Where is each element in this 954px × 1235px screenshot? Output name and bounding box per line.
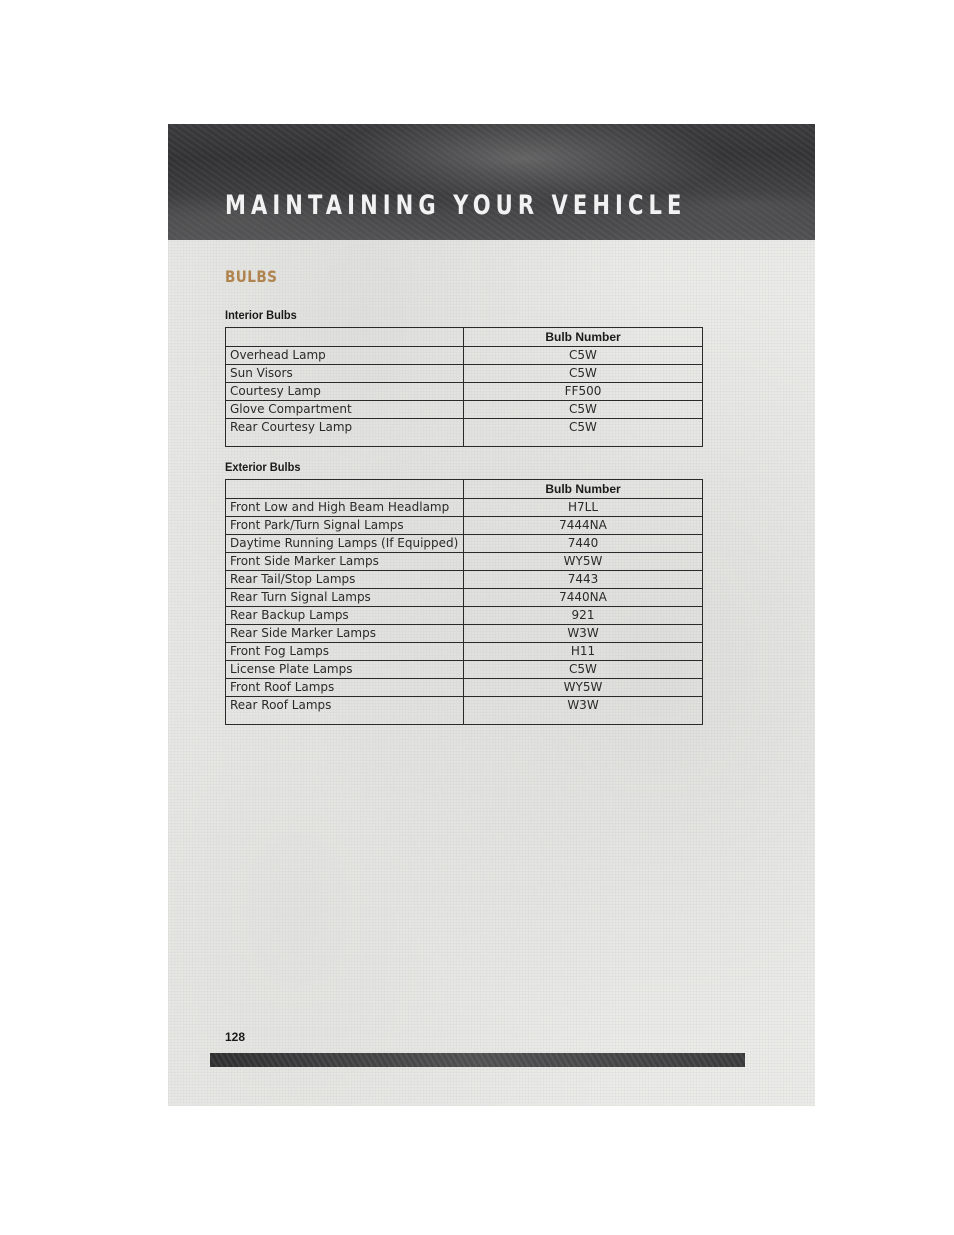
table-row [226, 679, 703, 697]
lamp-name: Rear Tail/Stop Lamps [226, 571, 464, 589]
bulb-number: FF500 [464, 383, 703, 401]
bulb-number: C5W [464, 661, 703, 679]
manual-page [168, 124, 815, 1106]
table-row [226, 383, 703, 401]
table-header-row [226, 328, 703, 347]
bulb-number: W3W [464, 697, 703, 725]
table-header-row [226, 480, 703, 499]
bulb-number: H7LL [464, 499, 703, 517]
table-row [226, 517, 703, 535]
table-row [226, 535, 703, 553]
header-band [168, 124, 815, 240]
table-row [226, 643, 703, 661]
empty-header-cell [226, 328, 464, 347]
lamp-name: Front Low and High Beam Headlamp [226, 499, 464, 517]
bulb-number: 7444NA [464, 517, 703, 535]
footer-bar [210, 1053, 745, 1067]
bulb-number: WY5W [464, 679, 703, 697]
interior-bulbs-caption: Interior Bulbs [225, 308, 297, 322]
lamp-name: Courtesy Lamp [226, 383, 464, 401]
table-row [226, 661, 703, 679]
table-row [226, 571, 703, 589]
interior-bulbs-table [225, 327, 703, 447]
lamp-name: Front Fog Lamps [226, 643, 464, 661]
bulb-number: WY5W [464, 553, 703, 571]
table-row [226, 365, 703, 383]
chapter-title: MAINTAINING YOUR VEHICLE [225, 190, 687, 221]
lamp-name: Rear Turn Signal Lamps [226, 589, 464, 607]
lamp-name: Rear Courtesy Lamp [226, 419, 464, 447]
bulb-number: 7440NA [464, 589, 703, 607]
bulb-number: H11 [464, 643, 703, 661]
bulb-number: W3W [464, 625, 703, 643]
exterior-bulbs-caption: Exterior Bulbs [225, 460, 301, 474]
table-row [226, 607, 703, 625]
bulb-number: 7440 [464, 535, 703, 553]
lamp-name: Daytime Running Lamps (If Equipped) [226, 535, 464, 553]
table-row [226, 401, 703, 419]
lamp-name: Glove Compartment [226, 401, 464, 419]
empty-header-cell [226, 480, 464, 499]
exterior-bulbs-table [225, 479, 703, 725]
lamp-name: Rear Backup Lamps [226, 607, 464, 625]
lamp-name: Sun Visors [226, 365, 464, 383]
section-heading: BULBS [225, 267, 278, 286]
lamp-name: License Plate Lamps [226, 661, 464, 679]
table-row [226, 625, 703, 643]
page-number: 128 [225, 1030, 246, 1044]
bulb-number: C5W [464, 365, 703, 383]
lamp-name: Front Park/Turn Signal Lamps [226, 517, 464, 535]
lamp-name: Front Side Marker Lamps [226, 553, 464, 571]
bulb-number: C5W [464, 401, 703, 419]
table-row [226, 553, 703, 571]
bulb-number-header: Bulb Number [464, 480, 703, 499]
table-row [226, 697, 703, 725]
table-row [226, 347, 703, 365]
bulb-number-header: Bulb Number [464, 328, 703, 347]
bulb-number: 921 [464, 607, 703, 625]
table-row [226, 419, 703, 447]
bulb-number: C5W [464, 419, 703, 447]
lamp-name: Front Roof Lamps [226, 679, 464, 697]
lamp-name: Overhead Lamp [226, 347, 464, 365]
bulb-number: C5W [464, 347, 703, 365]
table-row [226, 589, 703, 607]
lamp-name: Rear Roof Lamps [226, 697, 464, 725]
table-row [226, 499, 703, 517]
bulb-number: 7443 [464, 571, 703, 589]
lamp-name: Rear Side Marker Lamps [226, 625, 464, 643]
